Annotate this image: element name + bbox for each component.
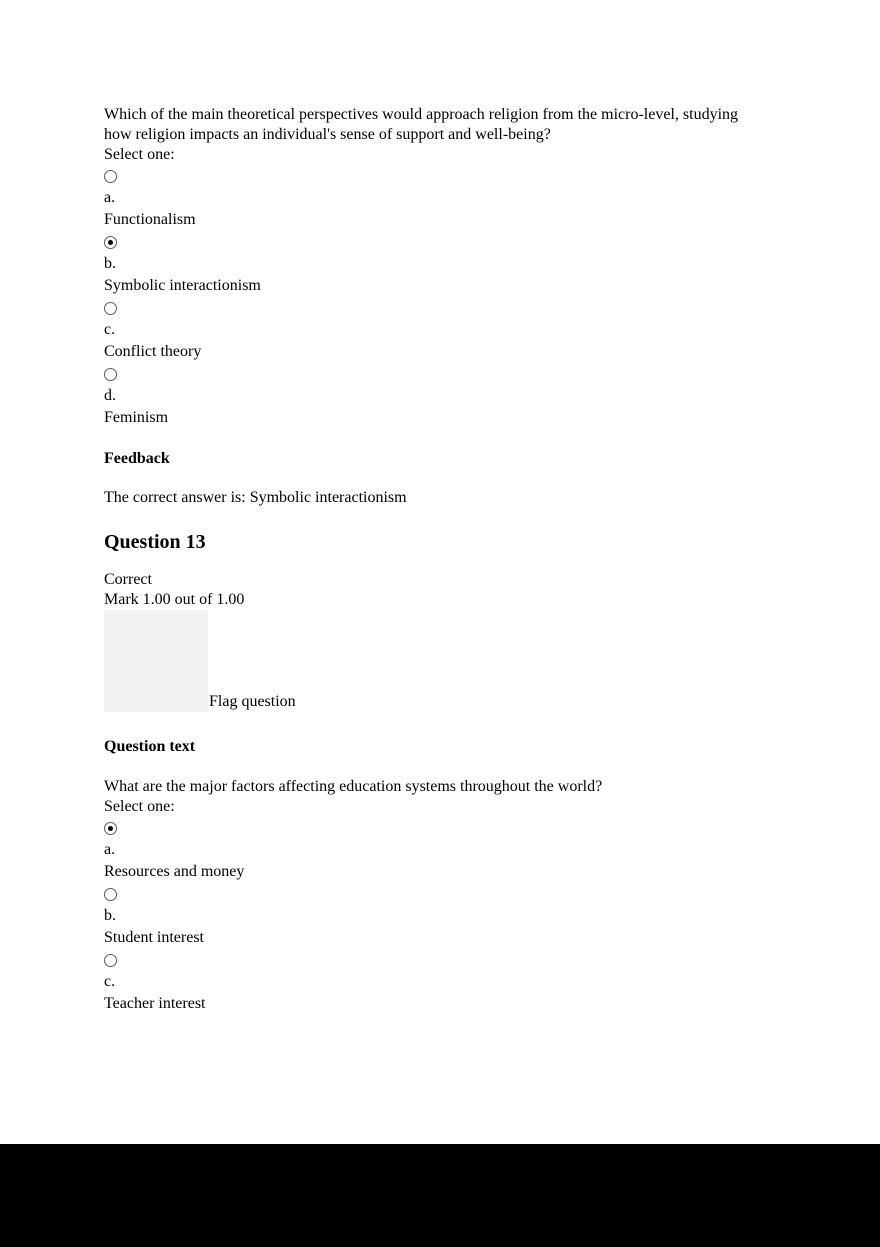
question-13-heading: Question 13: [104, 531, 206, 553]
question-13-text: What are the major factors affecting education systems throughout the world?: [104, 778, 603, 795]
question-mark: Mark 1.00 out of 1.00: [104, 591, 245, 608]
radio-line: [104, 231, 744, 253]
option-c: [104, 297, 744, 363]
option-label[interactable]: Resources and money: [104, 863, 245, 880]
option-label[interactable]: Feminism: [104, 409, 169, 426]
option-label[interactable]: Student interest: [104, 929, 204, 946]
radio-button[interactable]: [104, 368, 117, 381]
option-letter: a.: [104, 189, 116, 206]
question-13-options: [104, 817, 744, 1015]
radio-button[interactable]: [104, 888, 117, 901]
question-13-info: [104, 570, 744, 610]
option-label[interactable]: Conflict theory: [104, 343, 202, 360]
option-label[interactable]: Symbolic interactionism: [104, 277, 261, 294]
option-b: [104, 883, 744, 949]
option-letter: b.: [104, 255, 116, 272]
option-letter: b.: [104, 907, 116, 924]
option-c: [104, 949, 744, 1015]
footer-black-bar: [0, 1144, 880, 1247]
option-letter: c.: [104, 321, 116, 338]
radio-line: [104, 297, 744, 319]
question-12-text: Which of the main theoretical perspectives would approach religion from the micro-level, studying how religion impacts an individual's sense of support and well-being?: [104, 106, 739, 143]
feedback-text: The correct answer is: Symbolic interactionism: [104, 489, 407, 506]
option-letter: a.: [104, 841, 116, 858]
radio-button[interactable]: [104, 170, 117, 183]
radio-line: [104, 883, 744, 905]
question-status: Correct: [104, 571, 152, 588]
option-label[interactable]: Functionalism: [104, 211, 196, 228]
feedback-heading: Feedback: [104, 450, 170, 467]
option-a: [104, 817, 744, 883]
option-d: [104, 363, 744, 429]
radio-button[interactable]: [104, 954, 117, 967]
radio-line: [104, 165, 744, 187]
radio-button[interactable]: [104, 302, 117, 315]
option-label[interactable]: Teacher interest: [104, 995, 206, 1012]
option-letter: c.: [104, 973, 116, 990]
option-b: [104, 231, 744, 297]
question-13-select-one-label: Select one:: [104, 798, 175, 815]
radio-button[interactable]: [104, 236, 117, 249]
flag-question-label[interactable]: Flag question: [209, 693, 296, 710]
radio-line: [104, 949, 744, 971]
flag-row: [104, 610, 744, 712]
option-a: [104, 165, 744, 231]
radio-button[interactable]: [104, 822, 117, 835]
flag-image-placeholder[interactable]: [104, 610, 208, 712]
question-text-heading: Question text: [104, 738, 196, 755]
radio-line: [104, 363, 744, 385]
question-12-select-one-label: Select one:: [104, 146, 175, 163]
question-12-options: [104, 165, 744, 429]
option-letter: d.: [104, 387, 116, 404]
radio-line: [104, 817, 744, 839]
